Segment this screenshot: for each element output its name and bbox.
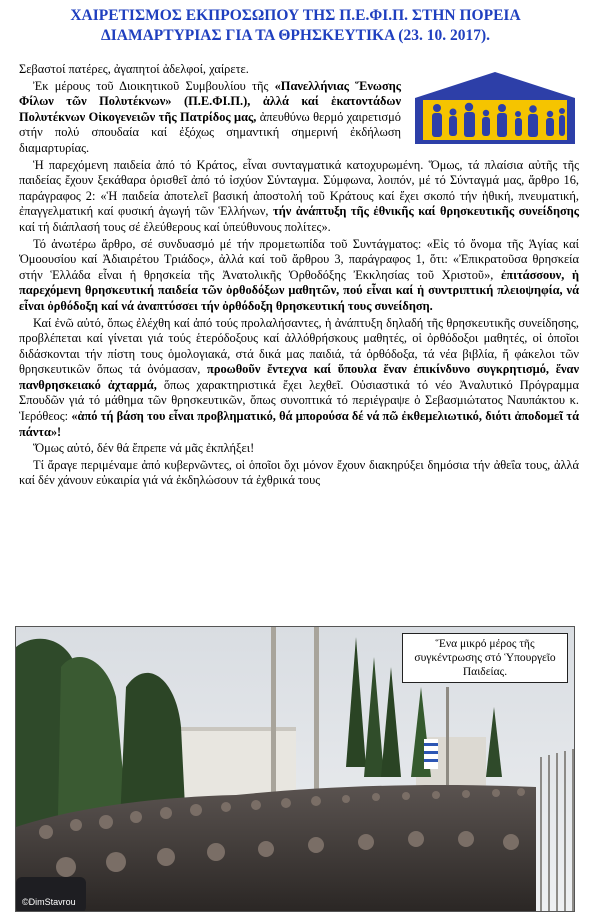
photo-caption: Ἕνα μικρό μέρος τῆς συγκέντρωσης στό Ὑπουργεῖο Παιδείας. — [402, 633, 568, 683]
title-line-1: ΧΑΙΡΕΤΙΣΜΟΣ ΕΚΠΡΟΣΩΠΟΥ ΤΗΣ Π.Ε.ΦΙ.Π. ΣΤΗΝ ΠΟΡΕΙΑ — [70, 7, 521, 24]
p7-text: Τί ἄραγε περιμέναμε ἀπό κυβερνῶντες, οἱ ὁποῖοι ὄχι μόνον ἔχουν διακηρύξει δημόσια τήν ἀθεΐα τους, ἀλλά καί δέν χάνουν εὐκαιρία γιά νά ἐκδηλώσουν τά ἐχθρικά τους — [19, 457, 579, 488]
paragraph-5 — [19, 316, 579, 441]
photo-credit: ©DimStavrou — [22, 897, 76, 907]
article-body — [19, 62, 579, 490]
p5-bold-d: «ἀπό τή βάση του εἶναι προβληματικό, θά μπορούσα δέ νά πῶ ἐκθεμελιωτικό, διότι ἀποδομεῖ τά πάντα»! — [19, 409, 579, 439]
p4-bold: ἐπιτάσσουν, ἡ παρεχόμενη θρησκευτική παιδεία τῶν ὀρθοδόξων μαθητῶν, πού εἶναι καί ἡ συντριπτική πλειοψηφία, νά εἶναι ὀρθόδοξη καί νά ἀναπτύσσει τήν ὀρθόδοξη θρησκευτική τους συνείδηση. — [19, 267, 579, 313]
p3-bold: τήν ἀνάπτυξη τῆς ἐθνικῆς καί θρησκευτικῆς συνείδησης — [273, 204, 579, 219]
p3-text-a: Ἡ παρεχόμενη παιδεία ἀπό τό Κράτος, εἶναι συνταγματικά κατοχυρωμένη. Ὅμως, τά πλαίσια αὐτῆς τῆς παιδείας ἔχουν ξεκάθαρα ὁρισθεῖ ἀπό τό ἰσχύον Σύνταγμα. Σύμφωνα, λοιπόν, μέ τό Σύνταγμά μας, ἄρθρο 16, παράγραφος 2: «Ἡ παιδεία ἀποτελεῖ βασική ἀποστολή τοῦ Κράτους καί ἔχει σκοπό τήν ἠθική, πνευματική, ἐπαγγελματική καί φυσική ἀγωγή τῶν Ἑλλήνων, — [19, 157, 579, 219]
title-line-2: ΔΙΑΜΑΡΤΥΡΙΑΣ ΓΙΑ ΤΑ ΘΡΗΣΚΕΥΤΙΚΑ (23. 10. 2017). — [101, 27, 490, 44]
p2-bold: «Πανελλήνιας Ἕνωσης Φίλων τῶν Πολυτέκνων» (Π.Ε.ΦΙ.Π.), ἀλλά καί ἑκατοντάδων Πολυτέκνων Οἰκογενειῶν τῆς Πατρίδος μας, — [19, 78, 401, 124]
paragraph-7 — [19, 458, 579, 489]
paragraph-6 — [19, 441, 579, 457]
paragraph-3 — [19, 158, 579, 236]
paragraph-4 — [19, 237, 579, 315]
p6-text: Ὅμως αὐτό, δέν θά ἔπρεπε νά μᾶς ἐκπλήξει! — [33, 441, 255, 456]
p5-text-a: Καί ἐνῶ αὐτό, ὅπως ἐλέχθη καί ἀπό τούς προλαλήσαντες, ἡ ἀνάπτυξη δηλαδή τῆς θρησκευτικῆς συνείδησης, προβλέπεται καί γίνεται γιά τούς ἑτερόδοξους καί ἀλλόθρήσκους μαθητές, οἱ ὀρθόδοξοι μαθητές, οἱ ὁποῖοι διδάσκονται τήν πίστη τους ὁμολογιακά, στά δικά μας παιδιά, τά ὀρθόδοξα, τά νέα βιβλία, ἤ φάκελοι τῶν θρησκευτικῶν ὅπως τά ὀνόμασαν, — [19, 315, 579, 377]
page-title — [6, 6, 585, 46]
p3-text-c: καί τή διάπλασή τους σέ ἐλεύθερους καί ὑπεύθυνους πολίτες». — [19, 219, 331, 234]
p5-bold-b: προωθοῦν ἔντεχνα καί ὕπουλα ἕναν ἐπικίνδυνο συγκρητισμό, ἕναν πανθρησκειακό ἀχταρμά, — [19, 362, 579, 392]
p5-text-c: ὅπως χαρακτηριστικά ἔχει λεχθεῖ. Οὐσιαστικά τό νέο Ἀναλυτικό Πρόγραμμα Σπουδῶν γιά τό μάθημα τῶν θρησκευτικῶν, ὅπως συνοπτικά τό περιέγραψε ὁ Σεβασμιώτατος Ναυπάκτου κ. Ἱερόθεος: — [19, 377, 579, 424]
p4-text-a: Τό ἀνωτέρω ἄρθρο, σέ συνδυασμό μέ τήν προμετωπίδα τοῦ Συντάγματος: «Εἰς τό ὄνομα τῆς Ἁγίας καί Ὁμοουσίου καί Ἀδιαιρέτου Τριάδος», ἀλλά καί τοῦ ἄρθρου 3, παράγραφος 1, ὅτι: «Ἐπικρατοῦσα θρησκεία στήν Ἑλλάδα εἶναι ἡ θρησκεία τῆς Ἀνατολικῆς Ὀρθοδόξης Ἐκκλησίας τοῦ Χριστοῦ», — [19, 236, 579, 282]
protest-photo — [15, 626, 575, 912]
p2-text-c: ἀπευθύνω θερμό χαιρετισμό στήν πολύ σπουδαία καί ἐξόχως σημαντική σημερινή ἐκδήλωση διαμαρτυρίας. — [19, 109, 401, 155]
association-logo — [411, 70, 579, 146]
greeting-text: Σεβαστοί πατέρες, ἀγαπητοί ἀδελφοί, χαίρετε. — [19, 62, 249, 76]
p2-text-a: Ἐκ μέρους τοῦ Διοικητικοῦ Συμβουλίου τῆς — [33, 78, 275, 93]
